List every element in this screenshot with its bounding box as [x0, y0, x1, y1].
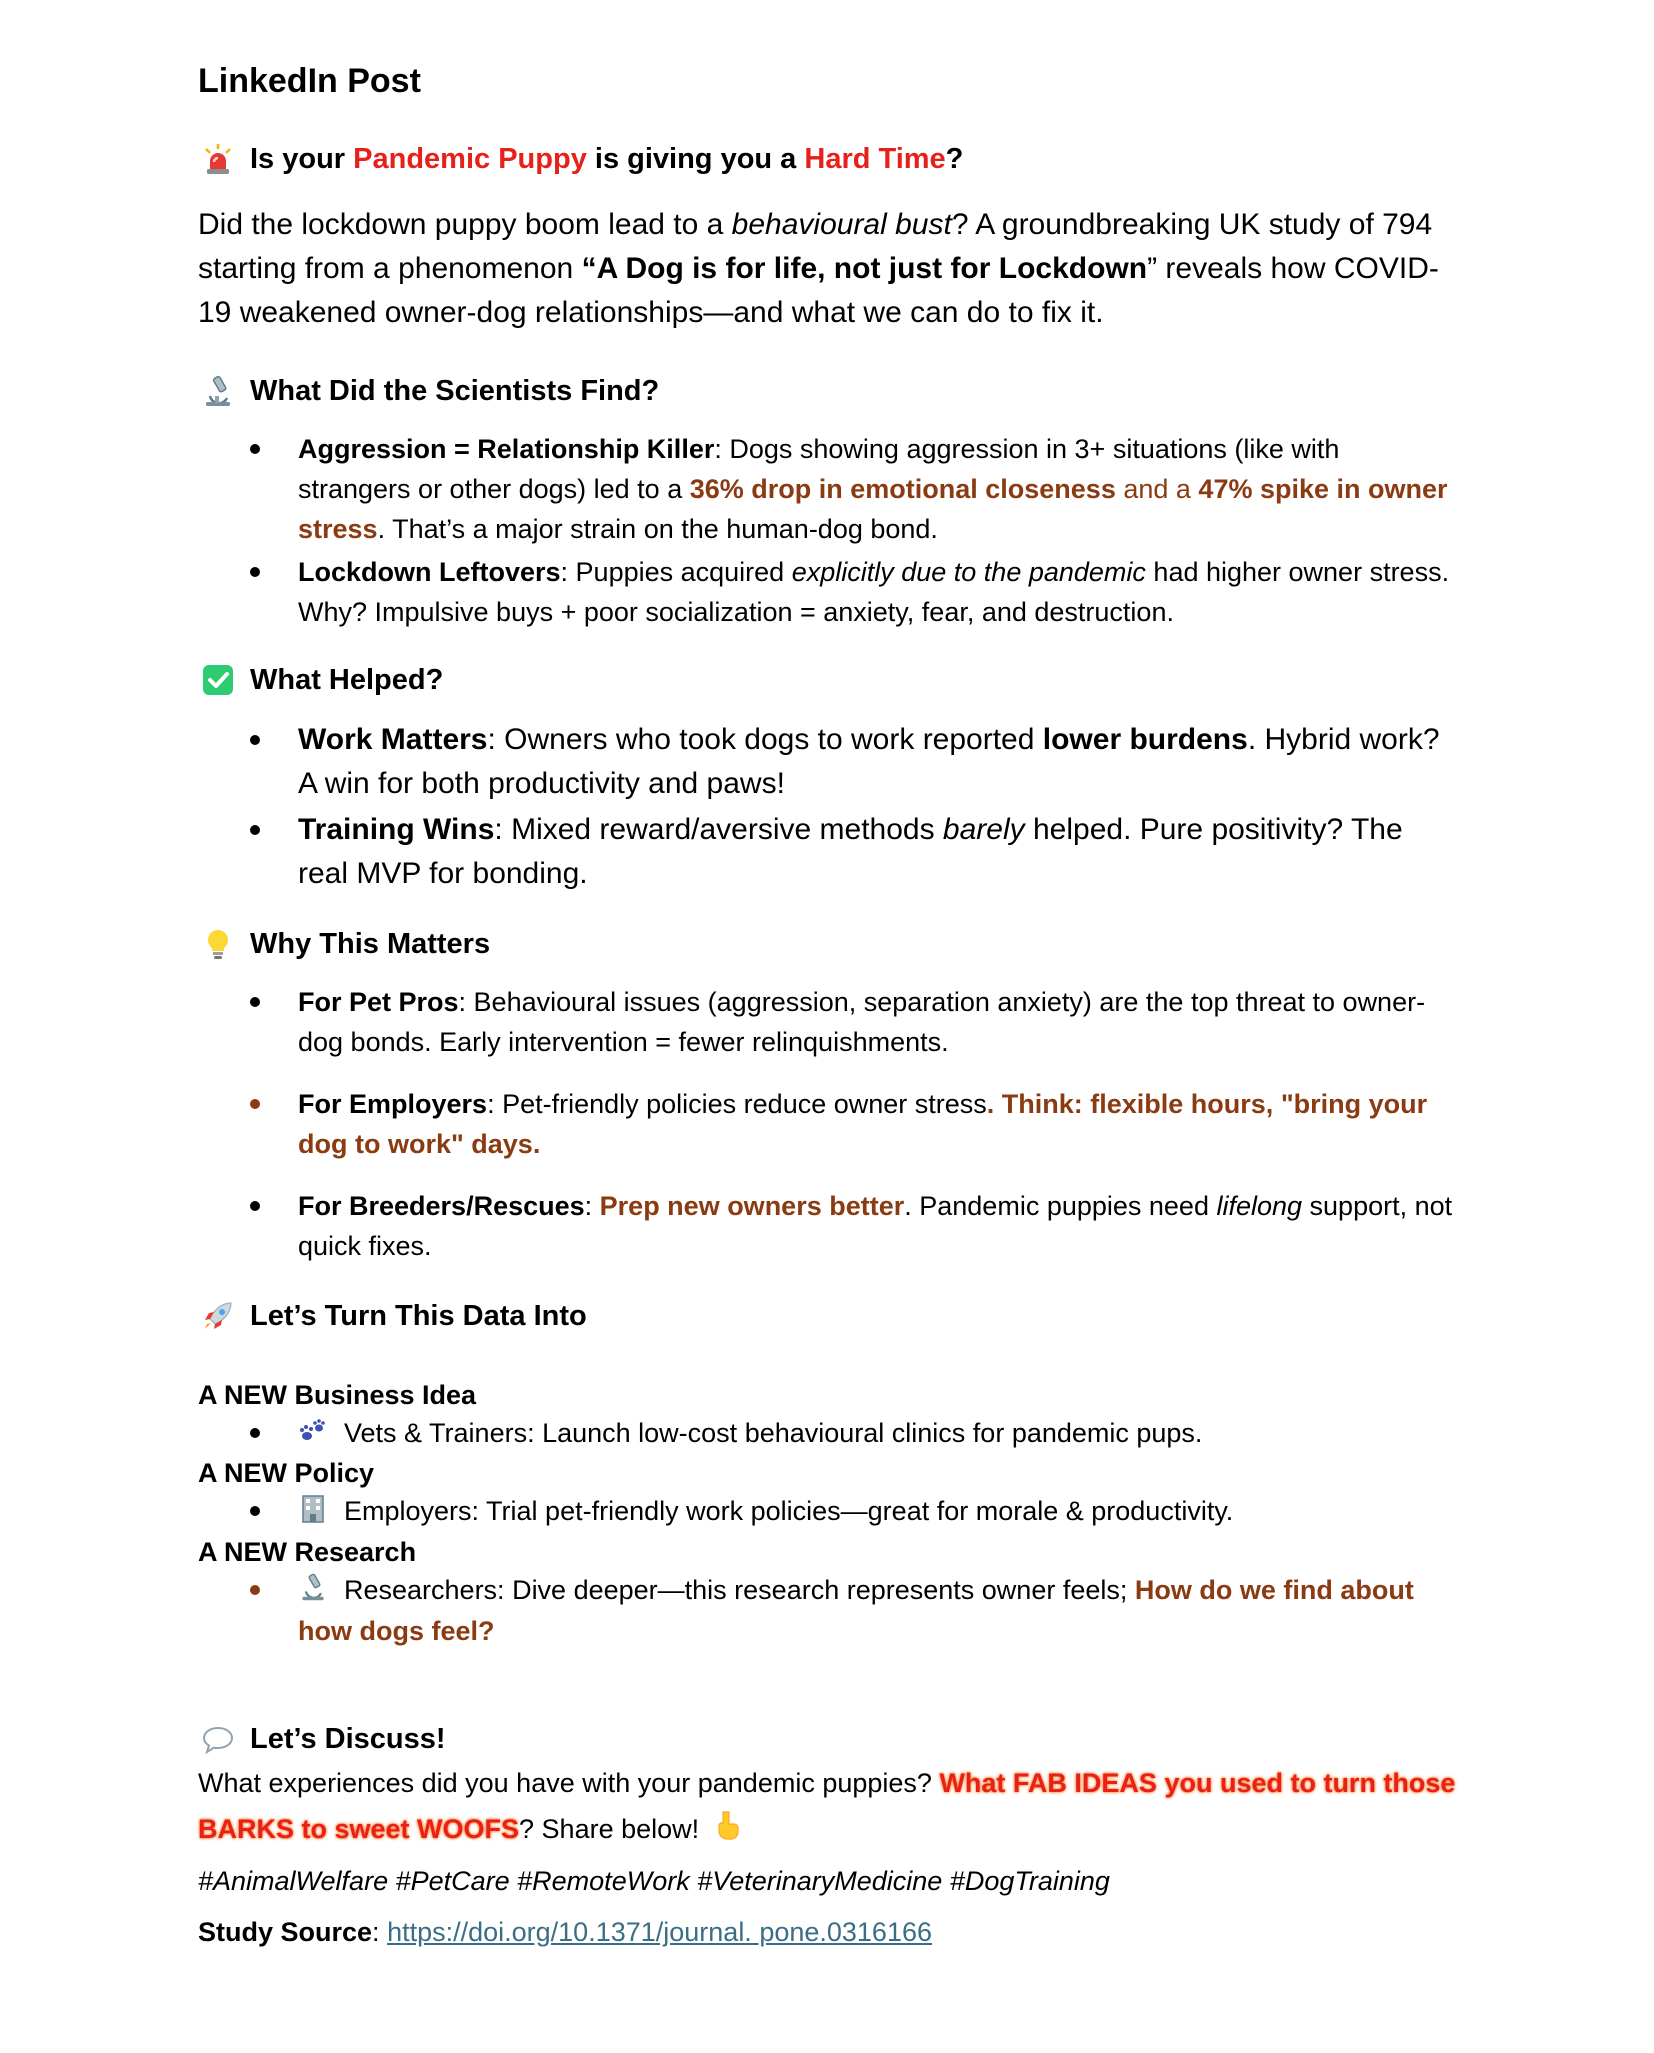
microscope-icon: [198, 371, 238, 411]
siren-icon: [198, 139, 238, 179]
item-text: : Behavioural issues (aggression, separation anxiety) are the top threat to owner-dog bonds. Early intervention = fewer relinquishments.: [298, 987, 1426, 1057]
highlight-research: How do we find about how dogs feel?: [298, 1574, 1414, 1646]
why-list: [198, 982, 1458, 1266]
item-italic: barely: [942, 813, 1025, 846]
item-text: : Pet-friendly policies reduce owner stress: [487, 1089, 987, 1119]
item-text: . Pandemic puppies need: [904, 1191, 1217, 1221]
section-heading-turn: [198, 1296, 1458, 1336]
group-label-policy: A NEW Policy: [198, 1457, 375, 1488]
intro-text-3: ” reveals how COVID-19 weakened owner-dog relationships—and what we can do to fix it.: [198, 252, 1439, 329]
item-text: : Owners who took dogs to work reported: [487, 723, 1043, 756]
list-item: [198, 982, 1458, 1062]
highlight-employers: . Think: flexible hours, "bring your dog to work" days.: [298, 1089, 1428, 1159]
item-text: Vets & Trainers: Launch low-cost behavioural clinics for pandemic pups.: [344, 1418, 1203, 1448]
list-item: [198, 718, 1458, 806]
discuss-paragraph: [198, 1760, 1458, 1854]
item-title: Training Wins: [298, 813, 495, 846]
item-text: : Dogs showing aggression in 3+ situations (like with strangers or other dogs) led to a: [298, 434, 1340, 504]
list-item: [198, 808, 1458, 896]
item-text: had higher owner stress. Why? Impulsive buys + poor socialization = anxiety, fear, and destruction.: [298, 557, 1450, 627]
item-text: helped. Pure positivity? The real MVP for bonding.: [298, 813, 1403, 890]
item-italic: explicitly due to the pandemic: [791, 557, 1146, 587]
discuss-section: [198, 1720, 1458, 1854]
check-icon: [198, 660, 238, 700]
item-title: Aggression = Relationship Killer: [298, 434, 715, 464]
group-list: [198, 1571, 1458, 1650]
item-title: Work Matters: [298, 723, 488, 756]
section-heading-why: [198, 924, 1458, 964]
headline-suffix: ?: [945, 142, 964, 175]
list-item: [198, 1414, 1458, 1454]
helped-list: [198, 718, 1458, 896]
intro-text-2: ? A groundbreaking UK study of 794 starting from a phenomenon: [198, 208, 1433, 285]
find-list: [198, 429, 1458, 632]
highlight-closeness: 36% drop in emotional closeness: [689, 474, 1116, 504]
page-title: LinkedIn Post: [198, 62, 421, 100]
group-label-business: A NEW Business Idea: [198, 1380, 477, 1410]
pointing-down-icon: [713, 1808, 743, 1854]
item-text: and a: [1115, 474, 1199, 504]
headline-middle: is giving you a: [586, 142, 805, 175]
source-separator: :: [372, 1916, 388, 1947]
section-title-find: What Did the Scientists Find?: [250, 374, 660, 407]
headline-highlight-pandemic-puppy: Pandemic Puppy: [353, 142, 587, 175]
source-label: Study Source: [198, 1916, 373, 1947]
item-text: support, not quick fixes.: [298, 1191, 1453, 1261]
section-heading-discuss: [198, 1720, 1458, 1760]
item-title: For Breeders/Rescues: [298, 1191, 585, 1221]
study-source: [198, 1917, 1458, 1948]
list-item: [198, 1186, 1458, 1266]
rocket-icon: [198, 1296, 238, 1336]
headline-highlight-hard-time: Hard Time: [804, 142, 946, 175]
discuss-text: ? Share below!: [519, 1813, 707, 1844]
section-title-helped: What Helped?: [250, 663, 444, 696]
section-title-turn: Let’s Turn This Data Into: [250, 1299, 587, 1332]
item-title: For Pet Pros: [298, 987, 459, 1017]
intro-bold-quote: “A Dog is for life, not just for Lockdown: [581, 252, 1148, 285]
section-title-why: Why This Matters: [250, 927, 491, 960]
highlight-stress: 47% spike in owner stress: [298, 474, 1448, 544]
item-text: :: [584, 1191, 600, 1221]
list-item: [198, 1571, 1458, 1650]
discuss-text: What experiences did you have with your pandemic puppies?: [198, 1767, 940, 1798]
headline-prefix: Is your: [250, 142, 354, 175]
highlight-fab-ideas: What FAB IDEAS you used to turn those BARKS to sweet WOOFS: [198, 1767, 1456, 1844]
group-list: [198, 1492, 1458, 1533]
headline-text: [250, 143, 963, 176]
intro-text-1: Did the lockdown puppy boom lead to a: [198, 208, 732, 241]
intro-paragraph: [198, 203, 1458, 335]
hashtags: #AnimalWelfare #PetCare #RemoteWork #VeterinaryMedicine #DogTraining: [198, 1865, 1110, 1896]
item-bold: lower burdens: [1042, 723, 1248, 756]
group-label-research: A NEW Research: [198, 1536, 417, 1567]
item-text: : Puppies acquired: [560, 557, 792, 587]
intro-italic: behavioural bust: [731, 208, 952, 241]
lightbulb-icon: [198, 924, 238, 964]
list-item: [198, 429, 1458, 549]
microscope-icon: [298, 1572, 332, 1612]
list-item: [198, 1084, 1458, 1164]
item-text: . That’s a major strain on the human-dog bond.: [377, 514, 938, 544]
headline: [198, 139, 1458, 179]
group-list: [198, 1414, 1458, 1454]
item-text: Employers: Trial pet-friendly work policies—great for morale & productivity.: [344, 1495, 1234, 1526]
speech-bubble-icon: [198, 1720, 238, 1760]
item-italic: lifelong: [1216, 1191, 1303, 1221]
item-text: : Mixed reward/aversive methods: [494, 813, 943, 846]
list-item: [198, 552, 1458, 632]
section-title-discuss: Let’s Discuss!: [250, 1723, 446, 1756]
highlight-breeders: Prep new owners better: [599, 1191, 905, 1221]
item-title: Lockdown Leftovers: [298, 557, 561, 587]
source-link[interactable]: https://doi.org/10.1371/journal. pone.0316166: [387, 1916, 932, 1947]
paw-prints-icon: [298, 1416, 332, 1454]
item-title: For Employers: [298, 1089, 488, 1119]
turn-groups: [198, 1376, 1458, 1650]
section-heading-helped: [198, 660, 1458, 700]
post-content: [198, 62, 1458, 1948]
item-text: . Hybrid work? A win for both productivity and paws!: [298, 723, 1440, 800]
section-heading-find: [198, 371, 1458, 411]
office-building-icon: [298, 1493, 332, 1533]
item-text: Researchers: Dive deeper—this research represents owner feels;: [344, 1574, 1135, 1605]
list-item: [198, 1492, 1458, 1533]
